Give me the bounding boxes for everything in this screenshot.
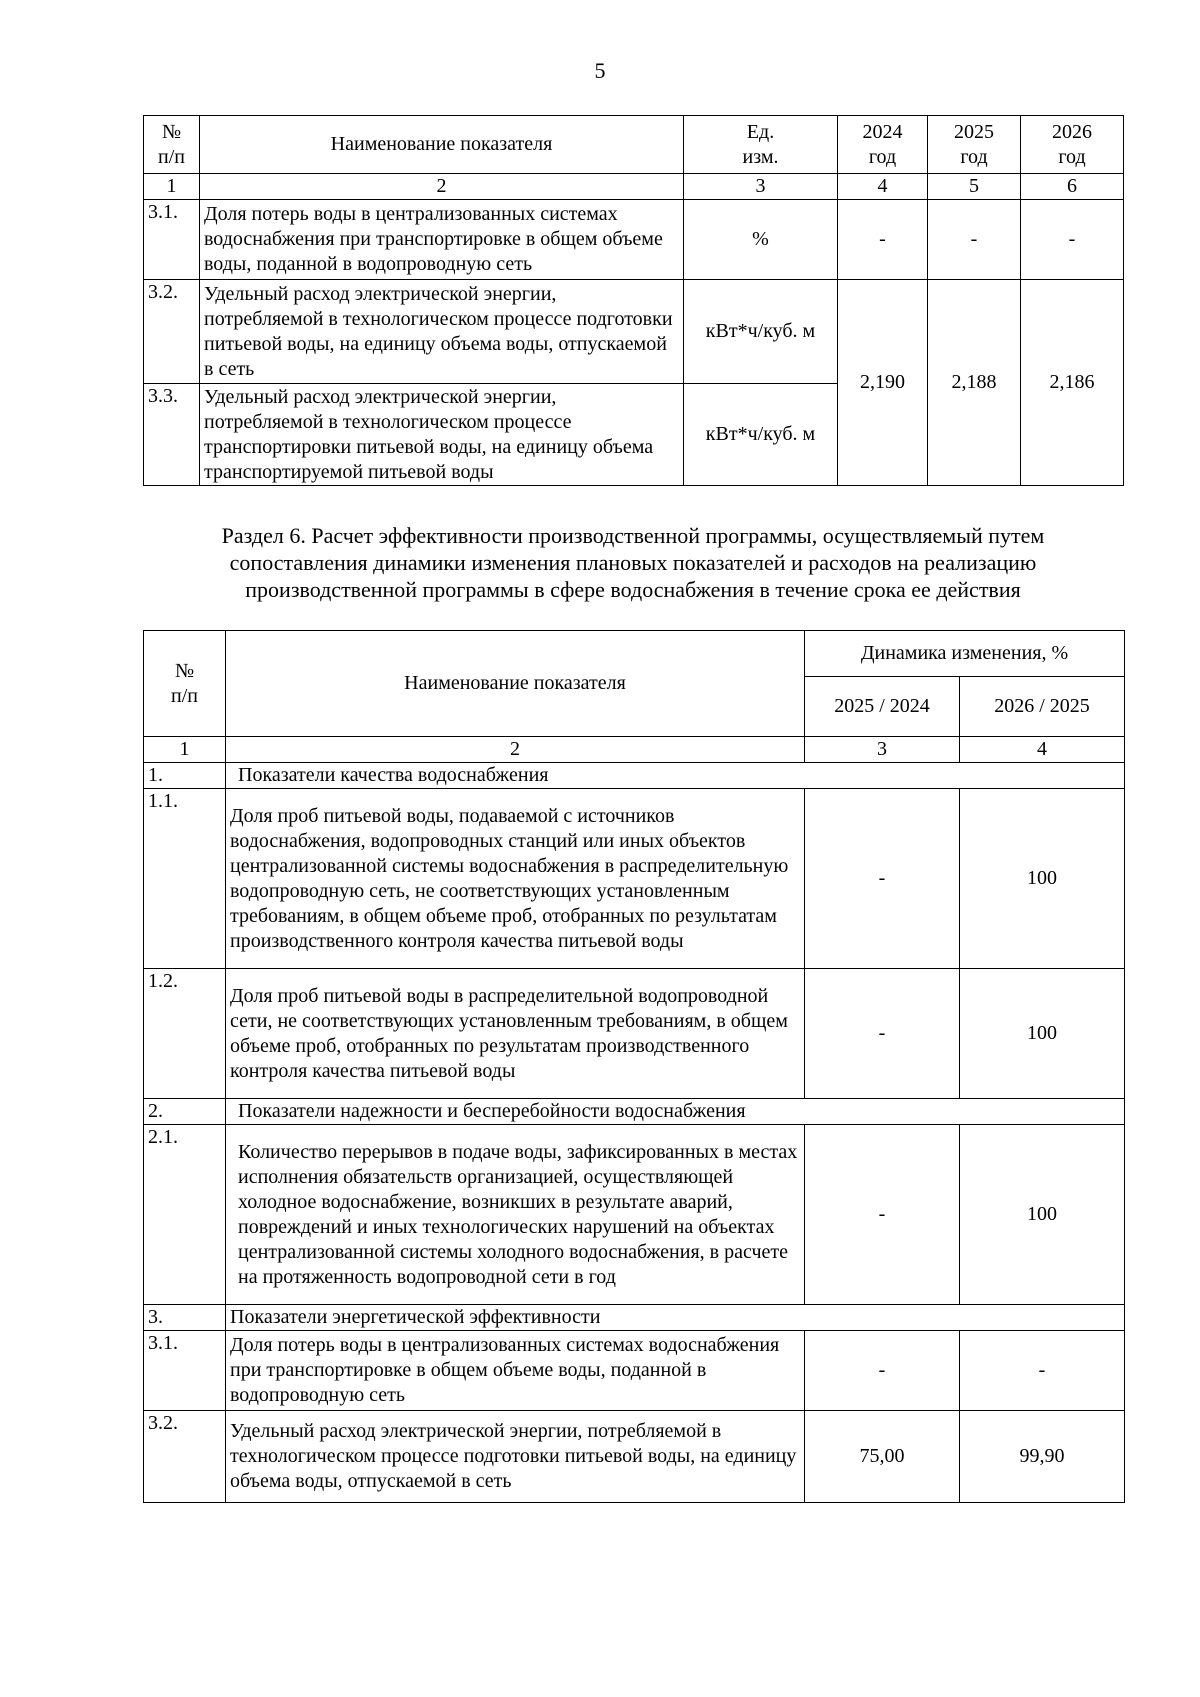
row-num: 3.3. — [144, 384, 200, 486]
group-row — [144, 1099, 1125, 1125]
row-value-period-1: - — [805, 1331, 960, 1411]
table-row — [144, 969, 1125, 1099]
row-num: 1.2. — [144, 969, 226, 1099]
table-row — [144, 280, 1124, 384]
row-name: Удельный расход электрической энергии, потребляемой в технологическом процессе транспортировки питьевой воды, на единицу объема транспортируемой питьевой воды — [200, 384, 684, 486]
row-value-2025: - — [928, 200, 1021, 280]
table-header-row — [144, 631, 1125, 677]
table-row — [144, 1331, 1125, 1411]
row-value-period-2: 100 — [960, 969, 1125, 1099]
section-title-line: производственной программы в сфере водоснабжения в течение срока ее действия — [245, 577, 1021, 602]
header-name: Наименование показателя — [200, 116, 684, 174]
col-number: 6 — [1021, 174, 1124, 200]
header-period-2: 2026 / 2025 — [960, 677, 1125, 737]
col-number: 1 — [144, 737, 226, 763]
row-unit: кВт*ч/куб. м — [684, 384, 838, 486]
row-num: 3.2. — [144, 1411, 226, 1503]
col-number: 5 — [928, 174, 1021, 200]
row-num: 3.1. — [144, 1331, 226, 1411]
row-value-2026: - — [1021, 200, 1124, 280]
section-6-title — [143, 522, 1123, 603]
page-number: 5 — [594, 58, 606, 83]
row-num: 1.1. — [144, 789, 226, 969]
header-2024: 2024 год — [838, 116, 928, 174]
row-value-period-2: 100 — [960, 1125, 1125, 1305]
row-num: 2.1. — [144, 1125, 226, 1305]
header-2026: 2026 год — [1021, 116, 1124, 174]
col-number: 1 — [144, 174, 200, 200]
group-name: Показатели надежности и бесперебойности водоснабжения — [226, 1099, 1125, 1125]
table-row — [144, 789, 1125, 969]
row-value-2024: - — [838, 200, 928, 280]
col-number: 2 — [200, 174, 684, 200]
indicators-table — [143, 115, 1124, 486]
col-number: 3 — [684, 174, 838, 200]
row-name: Доля потерь воды в централизованных системах водоснабжения при транспортировке в общем объеме воды, поданной в водопроводную сеть — [226, 1331, 805, 1411]
col-number: 3 — [805, 737, 960, 763]
section-title-line: Раздел 6. Расчет эффективности производственной программы, осуществляемый путем — [221, 523, 1045, 548]
table-row — [144, 1125, 1125, 1305]
row-value-period-1: - — [805, 1125, 960, 1305]
merged-value-2026: 2,186 — [1021, 280, 1124, 486]
row-name: Доля проб питьевой воды в распределительной водопроводной сети, не соответствующих установленным требованиям, в общем объеме проб, отобранных по результатам производственного контроля качества питьевой воды — [226, 969, 805, 1099]
section-title-line: сопоставления динамики изменения плановых показателей и расходов на реализацию — [229, 550, 1037, 575]
column-numbers-row — [144, 737, 1125, 763]
col-number: 2 — [226, 737, 805, 763]
row-value-period-1: 75,00 — [805, 1411, 960, 1503]
row-name: Доля потерь воды в централизованных системах водоснабжения при транспортировке в общем объеме воды, поданной в водопроводную сеть — [200, 200, 684, 280]
row-num: 3.1. — [144, 200, 200, 280]
table-header-row — [144, 116, 1124, 174]
row-unit: % — [684, 200, 838, 280]
row-value-period-1: - — [805, 969, 960, 1099]
row-name: Доля проб питьевой воды, подаваемой с источников водоснабжения, водопроводных станций или иных объектов централизованной системы водоснабжения в распределительную водопроводную сеть, не соответствующих установленным требованиям, в общем объеме проб, отобранных по результатам производственного контроля качества питьевой воды — [226, 789, 805, 969]
group-row — [144, 1305, 1125, 1331]
header-num: № п/п — [144, 631, 226, 737]
header-unit: Ед. изм. — [684, 116, 838, 174]
row-name: Удельный расход электрической энергии, потребляемой в технологическом процессе подготовки питьевой воды, на единицу объема воды, отпускаемой в сеть — [226, 1411, 805, 1503]
header-dynamics: Динамика изменения, % — [805, 631, 1125, 677]
col-number: 4 — [838, 174, 928, 200]
row-num: 3.2. — [144, 280, 200, 384]
row-unit: кВт*ч/куб. м — [684, 280, 838, 384]
header-name: Наименование показателя — [226, 631, 805, 737]
table-row — [144, 200, 1124, 280]
header-2025: 2025 год — [928, 116, 1021, 174]
table-row — [144, 1411, 1125, 1503]
row-value-period-2: 99,90 — [960, 1411, 1125, 1503]
group-num: 2. — [144, 1099, 226, 1125]
row-value-period-2: - — [960, 1331, 1125, 1411]
row-value-period-1: - — [805, 789, 960, 969]
group-num: 1. — [144, 763, 226, 789]
merged-value-2024: 2,190 — [838, 280, 928, 486]
merged-value-2025: 2,188 — [928, 280, 1021, 486]
row-name: Удельный расход электрической энергии, потребляемой в технологическом процессе подготовки питьевой воды, на единицу объема воды, отпускаемой в сеть — [200, 280, 684, 384]
row-name: Количество перерывов в подаче воды, зафиксированных в местах исполнения обязательств организацией, осуществляющей холодное водоснабжение, возникших в результате аварий, повреждений и иных технологических нарушений на объектах централизованной системы холодного водоснабжения, в расчете на протяженность водопроводной сети в год — [226, 1125, 805, 1305]
row-value-period-2: 100 — [960, 789, 1125, 969]
group-name: Показатели качества водоснабжения — [226, 763, 1125, 789]
header-period-1: 2025 / 2024 — [805, 677, 960, 737]
efficiency-table — [143, 630, 1125, 1503]
group-row — [144, 763, 1125, 789]
header-num: № п/п — [144, 116, 200, 174]
column-numbers-row — [144, 174, 1124, 200]
col-number: 4 — [960, 737, 1125, 763]
group-name: Показатели энергетической эффективности — [226, 1305, 1125, 1331]
group-num: 3. — [144, 1305, 226, 1331]
